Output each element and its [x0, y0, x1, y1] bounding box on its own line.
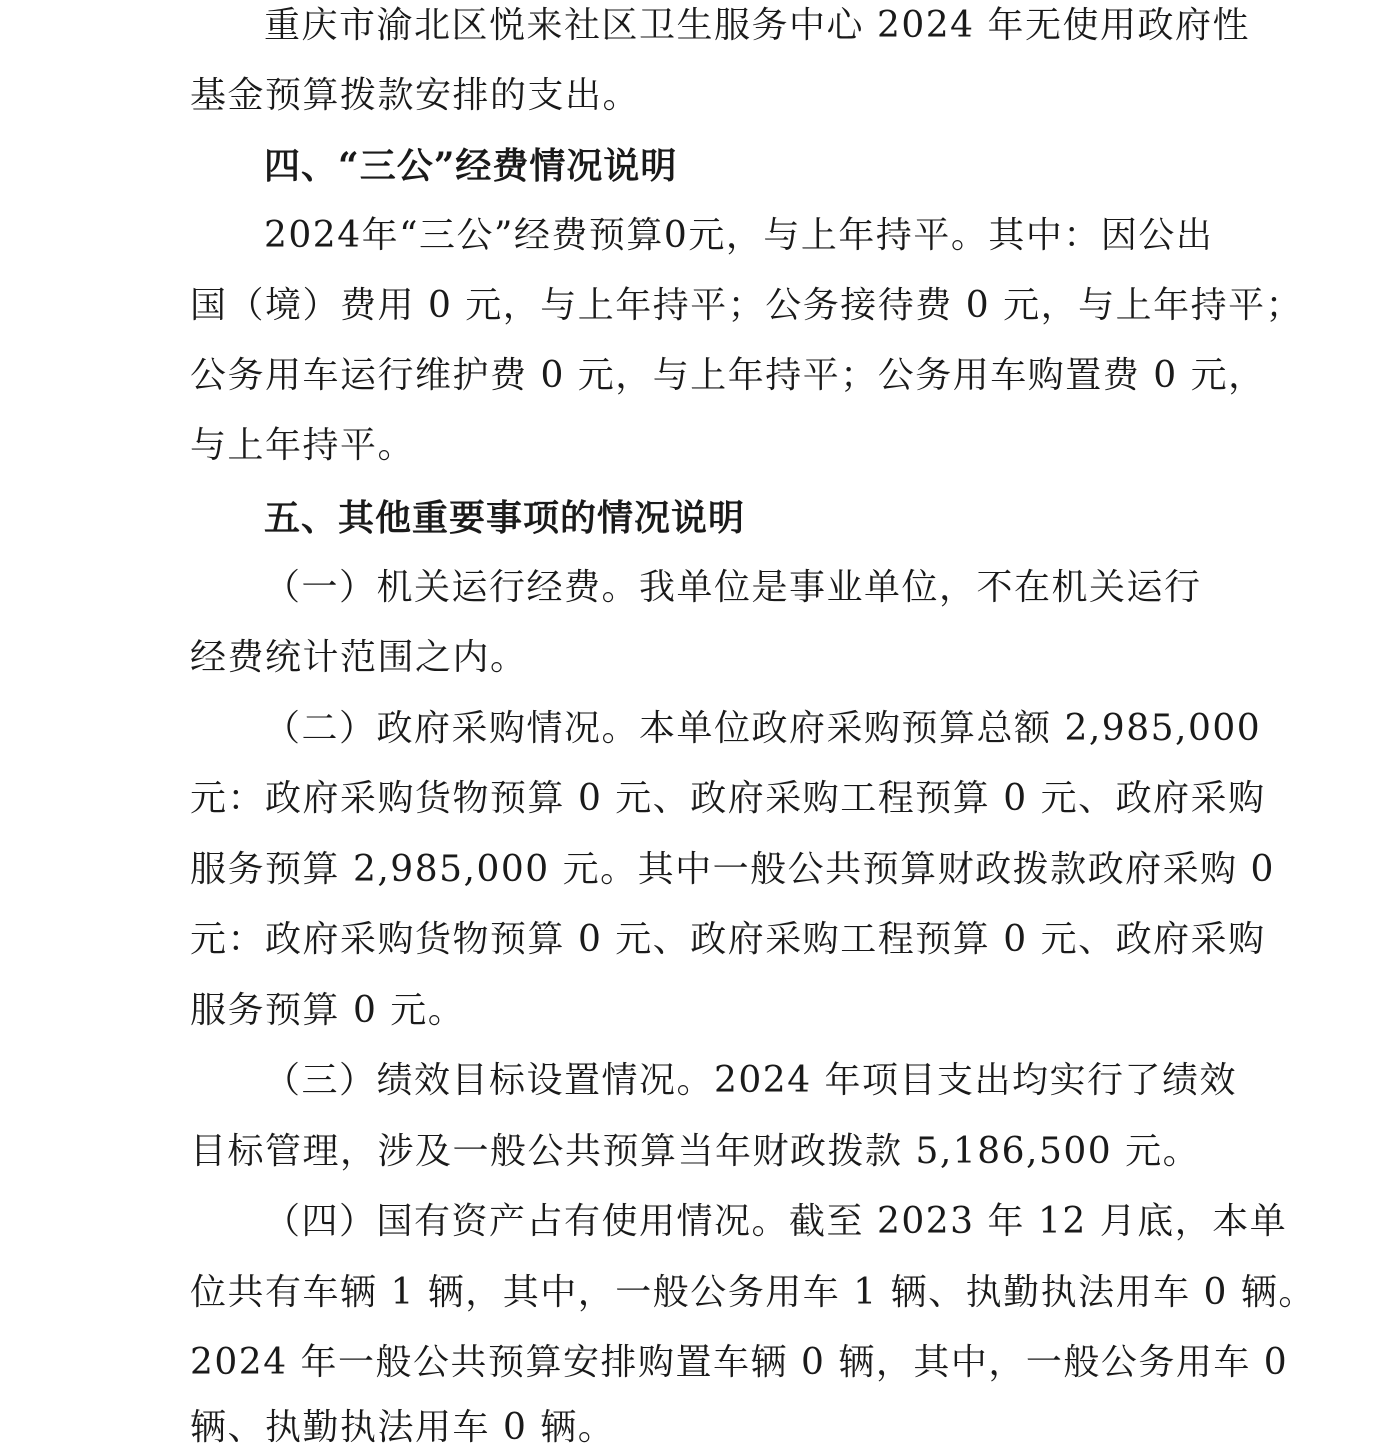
- text-line-4: 2024年“三公”经费预算0元，与上年持平。其中：因公出: [264, 215, 1214, 256]
- text-line-9: （一）机关运行经费。我单位是事业单位，不在机关运行: [264, 567, 1202, 608]
- text-line-12: 元：政府采购货物预算 0 元、政府采购工程预算 0 元、政府采购: [190, 778, 1266, 819]
- text-line-10: 经费统计范围之内。: [190, 637, 528, 678]
- text-line-6: 公务用车运行维护费 0 元，与上年持平；公务用车购置费 0 元，: [190, 355, 1266, 396]
- text-line-7: 与上年持平。: [190, 425, 416, 466]
- text-line-13: 服务预算 2,985,000 元。其中一般公共预算财政拨款政府采购 0: [190, 849, 1275, 890]
- text-line-15: 服务预算 0 元。: [190, 990, 466, 1031]
- text-line-2: 基金预算拨款安排的支出。: [190, 75, 641, 116]
- section-heading-four: 四、“三公”经费情况说明: [264, 145, 678, 187]
- text-line-5: 国（境）费用 0 元，与上年持平；公务接待费 0 元，与上年持平；: [190, 285, 1304, 326]
- text-line-14: 元：政府采购货物预算 0 元、政府采购工程预算 0 元、政府采购: [190, 919, 1266, 960]
- text-line-18: （四）国有资产占有使用情况。截至 2023 年 12 月底，本单: [264, 1201, 1288, 1242]
- text-line-16: （三）绩效目标设置情况。2024 年项目支出均实行了绩效: [264, 1060, 1238, 1101]
- text-line-1: 重庆市渝北区悦来社区卫生服务中心 2024 年无使用政府性: [264, 5, 1251, 46]
- text-line-17: 目标管理，涉及一般公共预算当年财政拨款 5,186,500 元。: [190, 1131, 1201, 1172]
- text-line-20: 2024 年一般公共预算安排购置车辆 0 辆，其中，一般公务用车 0: [190, 1342, 1289, 1383]
- text-line-11: （二）政府采购情况。本单位政府采购预算总额 2,985,000: [264, 708, 1262, 749]
- section-heading-five: 五、其他重要事项的情况说明: [264, 497, 746, 539]
- text-line-21: 辆、执勤执法用车 0 辆。: [190, 1407, 616, 1448]
- text-line-19: 位共有车辆 1 辆，其中，一般公务用车 1 辆、执勤执法用车 0 辆。: [190, 1272, 1316, 1313]
